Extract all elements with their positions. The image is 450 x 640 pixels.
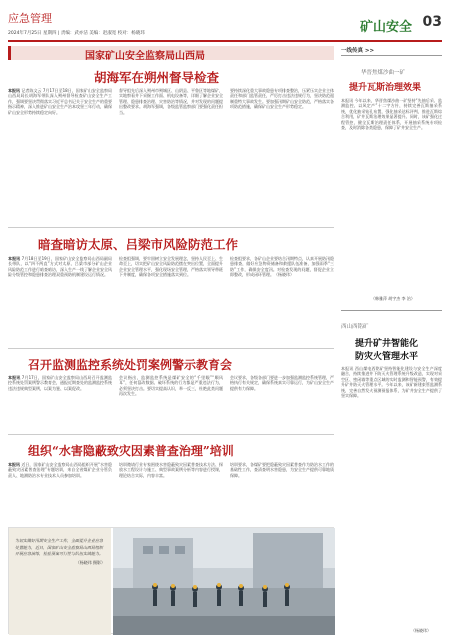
story1-headline: 提升瓦斯治理效果	[349, 83, 422, 93]
page-number: 03	[422, 14, 442, 30]
bureau-banner	[8, 46, 334, 60]
article3-col2: 会议指出，监测监控系统是煤矿安全的“千里眼”“顺风耳”，任何篡改数据、破坏系统的行为都是严重违法行为，必须坚决打击。要切实提高认识，举一反三，杜绝此类问题再次发生。	[119, 375, 223, 397]
article3-col1-text: 7月17日，国家矿山安全监察局山西局召开监测监控系统处罚案例警示教育会，通报近期查处的监测监控系统违法违规典型案例，以案为鉴、以案促改。	[8, 375, 112, 391]
article4-headline: 组织“水害隐蔽致灾因素普查治理”培训	[28, 444, 234, 458]
story1-kicker: 华晋焦煤沙曲一矿	[361, 70, 406, 76]
article2-col3: 检查组要求，各矿山企业要结合汛期特点，认真开展防汛隐患排查，做好应急物资储备和救援队伍准备，加强雨季“三防”工作，确保安全度汛。对检查发现的问题，督促企业立即整改，形成闭环管理。（杨晓玮）	[230, 256, 334, 278]
story1-credit: （韩雅萍 胡宇杰 李 治）	[371, 296, 415, 301]
article4-lead: 本报讯	[8, 462, 21, 467]
article2-col2: 检查组强调，要牢固树立安全发展理念，坚持人民至上、生命至上，切实把矿山安全风险防范摆在突出位置，全面提升企业安全管理水平，强化现场安全管理，严格落实领导带班下井制度，确保各项安全措施落实到位。	[119, 256, 223, 278]
article1-col1	[8, 88, 112, 164]
photo-feature	[8, 527, 334, 634]
header-divider	[8, 40, 442, 42]
article2-headline: 暗查暗访太原、吕梁市风险防范工作	[38, 237, 239, 252]
sidebar-divider	[341, 55, 442, 56]
photo-credit: （杨晓玮 摄影）	[75, 559, 105, 565]
date-line: 2024年7月25日 星期四 | 责编：武亦洁 美编：赵淑宽 校对：杨晓玮	[8, 31, 145, 36]
article1-col2: 督导组先后深入朔州市朔城区、山阴县、平鲁区等地煤矿，实地察看井下采掘工作面、机电设备等，详细了解企业安全管理、隐患排查治理、灾害防治等情况，并对发现的问题提出整改要求。胡海军强调，各级监管监察部门要强化责任担当。	[119, 88, 223, 115]
banner-title: 国家矿山安全监察局山西局	[85, 51, 205, 62]
sidebar-divider	[341, 310, 442, 311]
article2-col1	[8, 256, 112, 336]
article2-lead: 本报讯	[8, 256, 21, 261]
page-section-name: 矿山安全	[359, 20, 412, 35]
story1-body: 本报讯 今年以来，华晋焦煤沙曲一矿坚持“先抽后采、监测监控、以风定产”十二字方针，持续完善瓦斯抽采系统，优化抽采钻孔布置，强化抽采达标评判，推进瓦斯综合利用，矿井瓦斯治理效果显著提升。同时，该矿强化过程管控，健全瓦斯治理责任体系，开展抽采系统专项检查，及时消除各类隐患，保障了矿井安全生产。	[341, 98, 442, 131]
article4-col1	[8, 462, 112, 524]
article3-lead: 本报讯	[8, 375, 21, 380]
article2-col1-text: 7月18日至19日，国家矿山安全监察局山西局副局长带队，以“四不两直”方式对太原、吕梁市部分矿山企业风险防范工作进行暗查暗访，深入生产一线了解企业安全风险分级管控和隐患排查治理双重预防机制建设运行情况。	[8, 256, 112, 278]
story2-headline-1: 提升矿井智能化	[355, 339, 419, 349]
article1-headline: 胡海军在朔州督导检查	[94, 70, 220, 85]
article3-col3: 会议要求，各级各部门要进一步加强监测监控系统管理，严格执行有关规定，确保系统真实可靠运行，为矿山安全生产提供有力保障。	[230, 375, 334, 391]
article3-headline: 召开监测监控系统处罚案例警示教育会	[28, 358, 233, 372]
section-title: 应急管理	[8, 12, 52, 25]
story2-kicker: 西山西铭矿	[341, 324, 369, 330]
article4-col1-text: 近日，国家矿山安全监察局山西局组织开展“水害隐蔽致灾因素普查治理”专题培训，来自全省煤矿企业分管负责人、地测防治水专业技术人员参加培训。	[8, 462, 112, 478]
article4-col2: 培训邀请行业专家围绕水害隐蔽致灾因素普查技术方法、探放水工程设计与施工、典型事故案例分析等内容进行授课，理论结合实际，内容丰富。	[119, 462, 223, 478]
story2-headline-2: 防灾火管理水平	[355, 352, 419, 362]
photo-image	[113, 528, 335, 635]
article1-col1-text: 记者陈文云 7月17日至18日，国家矿山安全监察局山西局局长胡海军带队深入朔州督导检查矿山安全生产工作，强调要坚决贯彻落实习近平总书记关于安全生产的重要指示精神，深入推进矿山安全生产治本攻坚三年行动，确保矿山安全形势持续稳定向好。	[8, 88, 112, 115]
story2-credit: （杨晓玮）	[411, 628, 431, 633]
photo-caption-box	[9, 528, 111, 635]
sidebar-label: 一线传真 >>	[341, 48, 375, 54]
drill-photo	[113, 528, 335, 635]
divider	[8, 348, 334, 349]
photo-caption: 为切实做好汛期安全生产工作，全面提升企业应急处置能力，近日，国家矿山安全监察局山西局组织开展应急演练，检验预案可行性与队伍实战能力。	[15, 538, 103, 557]
divider	[8, 227, 334, 228]
divider	[8, 434, 334, 435]
article1-lead: 本报讯	[8, 88, 21, 93]
article1-col3: 要持续深化重大事故隐患专项排查整治，压紧压实企业主体责任和部门监管责任，严厉打击违法违规行为，坚决防范遏制重特大事故发生。要加强汛期矿山安全防范，严格落实各项防范措施，确保矿山安全生产形势稳定。	[230, 88, 334, 110]
story2-body: 本报讯 西山煤电西铭矿坚持智能化建设与安全生产深度融合，持续推进井下防灭火管理系统升级改造，实现对采空区、密闭墙等重点区域的实时监测和智能预警，有效提升矿井防灭火管理水平。今年以来，该矿新建束管监测系统，完善自然发火预测预报体系，为矿井安全生产提供了坚实保障。	[341, 366, 442, 399]
page-header	[8, 8, 442, 44]
article3-col1	[8, 375, 112, 429]
article4-col3: 培训要求，各煤矿要把隐蔽致灾因素普查作为防治水工作的基础性工作，查清查明水害隐患，为安全生产提供可靠地质保障。	[230, 462, 334, 478]
